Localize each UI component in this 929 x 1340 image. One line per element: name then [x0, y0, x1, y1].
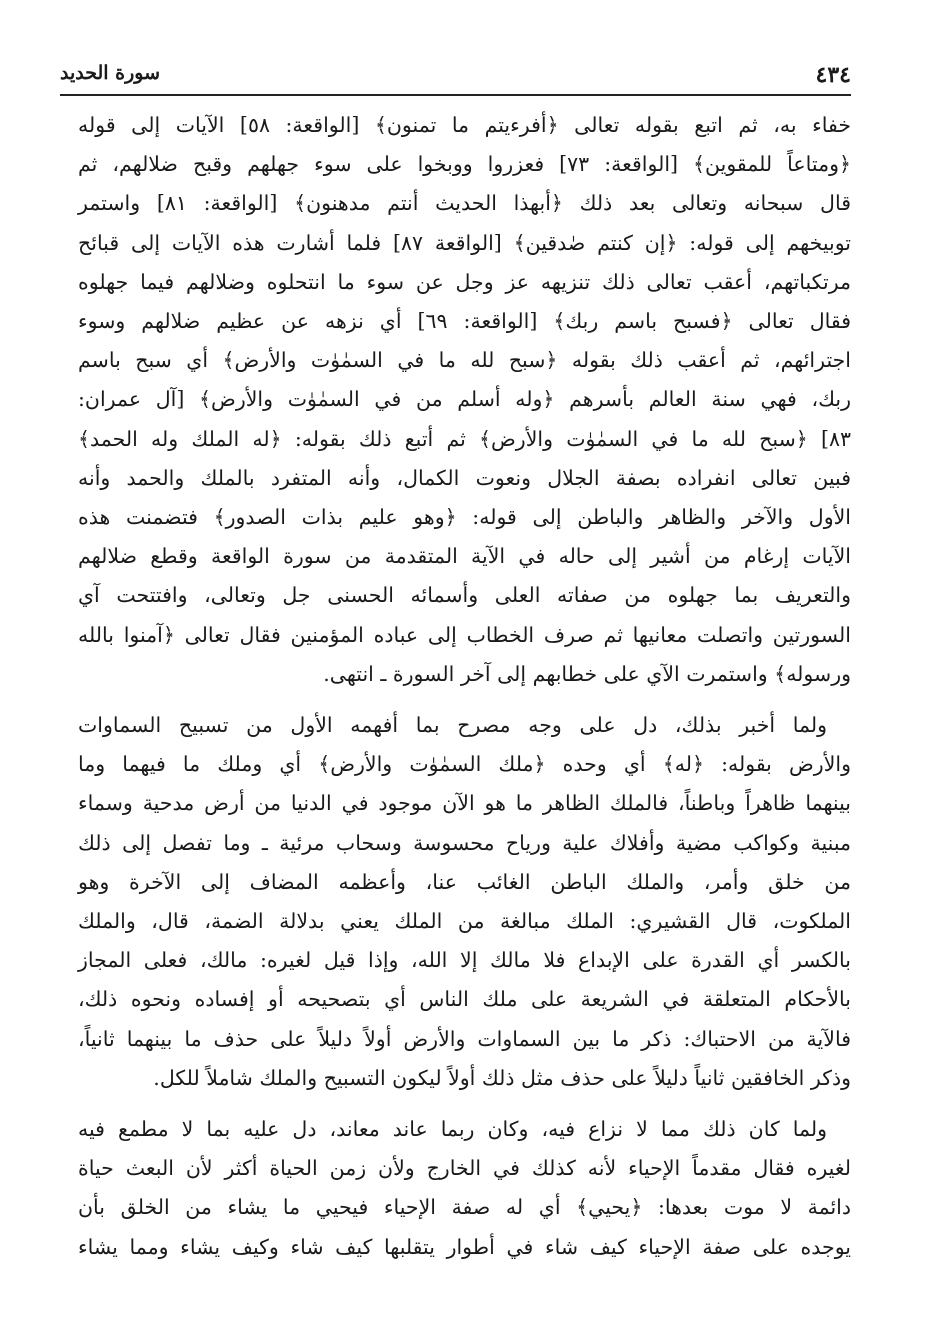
text-line: ولما أخبر بذلك، دل على وجه مصرح بما أفهمه الأول من تسبيح السماوات: [78, 713, 827, 738]
paragraph-2: [78, 706, 851, 1098]
text-line: مرتكباتهم، أعقب تعالى ذلك تنزيهه عز وجل عن سوء ما انتحلوه وضلالهم فيما جهلوه: [78, 269, 851, 294]
paragraph-3: [78, 1110, 851, 1267]
text-line: بالأحكام المتعلقة في الشريعة على ملك الناس أي بتصحيحه أو إفساده ونحوه ذلك،: [78, 987, 851, 1012]
page-body: [78, 106, 851, 1267]
text-line: ربك، فهي سنة العالم بأسرهم ﴿وله أسلم من في السمٰوٰت والأرض﴾ [آل عمران:: [78, 387, 851, 412]
text-line: قال سبحانه وتعالى بعد ذلك ﴿أبهذا الحديث أنتم مدهنون﴾ [الواقعة: ٨١] واستمر: [78, 191, 851, 216]
text-line: ورسوله﴾ واستمرت الآي على خطابهم إلى آخر السورة ـ انتهى.: [323, 661, 851, 686]
text-line: لغيره فقال مقدماً الإحياء لأنه كذلك في الخارج ولأن زمن الحياة أكثر لأن البعث حياة: [78, 1156, 851, 1181]
text-line: بينهما ظاهراً وباطناً، فالملك الظاهر ما هو الآن موجود في الدنيا من أرض مدحية وسماء: [78, 791, 851, 816]
paragraph-1: [78, 106, 851, 694]
text-line: والتعريف بما جهلوه من صفاته العلى وأسمائه الحسنى جل وتعالى، وافتتحت آي: [78, 583, 851, 608]
text-line: دائمة لا موت بعدها: ﴿يحيي﴾ أي له صفة الإحياء فيحيي ما يشاء من الخلق بأن: [78, 1195, 851, 1220]
text-line: فالآية من الاحتباك: ذكر ما بين السماوات والأرض أولاً دليلاً على حذف ما بينهما ثانياً،: [78, 1026, 851, 1051]
text-line: ولما كان ذلك مما لا نزاع فيه، وكان ربما عاند معاند، دل عليه بما لا مطمع فيه: [78, 1117, 827, 1142]
text-line: الملكوت، قال القشيري: الملك مبالغة من الملك يعني بدلالة الضمة، قال، والملك: [78, 909, 851, 934]
surah-title: سورة الحديد: [60, 62, 161, 84]
text-line: وذكر الخافقين ثانياً دليلاً على حذف مثل ذلك أولاً ليكون التسبيح والملك شاملاً للكل.: [153, 1065, 851, 1090]
text-line: السورتين واتصلت معانيها ثم صرف الخطاب إلى عباده المؤمنين فقال تعالى ﴿آمنوا بالله: [78, 622, 851, 647]
page-header: [60, 58, 851, 90]
text-line: خفاء به، ثم اتبع بقوله تعالى ﴿أفرءيتم ما تمنون﴾ [الواقعة: ٥٨] الآيات إلى قوله: [78, 113, 852, 137]
text-line: ﴿ومتاعاً للمقوين﴾ [الواقعة: ٧٣] فعزروا ووبخوا على سوء جهلهم وقبح ضلالهم، ثم: [78, 152, 851, 177]
text-line: بالكسر أي القدرة على الإبداع فلا مالك إلا الله، وإذا قيل لغيره: مالك، فعلى المجاز: [78, 948, 851, 973]
text-line: من خلق وأمر، والملك الباطن الغائب عنا، وأعظمه المضاف إلى الآخرة وهو: [78, 869, 851, 894]
text-line: الأول والآخر والظاهر والباطن إلى قوله: ﴿وهو عليم بذات الصدور﴾ فتضمنت هذه: [78, 505, 851, 530]
text-line: الآيات إرغام من أشير إلى حاله في الآية المتقدمة من سورة الواقعة وقطع ضلالهم: [78, 544, 851, 569]
text-line: والأرض بقوله: ﴿له﴾ أي وحده ﴿ملك السمٰوٰت والأرض﴾ أي وملك ما فيهما وما: [78, 752, 851, 777]
text-line: فبين تعالى انفراده بصفة الجلال ونعوت الكمال، وأنه المتفرد بالملك والحمد وأنه: [78, 465, 851, 490]
text-line: توبيخهم إلى قوله: ﴿إن كنتم صٰدقين﴾ [الواقعة ٨٧] فلما أشارت هذه الآيات إلى قبائح: [78, 230, 852, 255]
text-line: يوجده على صفة الإحياء كيف شاء في أطوار يتقلبها كيف شاء وكيف يشاء ومما يشاء: [78, 1234, 851, 1259]
text-line: اجترائهم، ثم أعقب ذلك بقوله ﴿سبح لله ما في السمٰوٰت والأرض﴾ أي سبح باسم: [78, 348, 851, 373]
text-line: مبنية وكواكب مضية وأفلاك علية ورياح محسوسة وسحاب مرئية ـ وما تفصل إلى ذلك: [78, 830, 851, 855]
header-divider: [60, 94, 851, 96]
page-number: ٤٣٤: [815, 62, 851, 88]
text-line: ٨٣] ﴿سبح لله ما في السمٰوٰت والأرض﴾ ثم أتبع ذلك بقوله: ﴿له الملك وله الحمد﴾: [78, 426, 851, 451]
text-line: فقال تعالى ﴿فسبح باسم ربك﴾ [الواقعة: ٦٩] أي نزهه عن عظيم ضلالهم وسوء: [78, 309, 852, 334]
